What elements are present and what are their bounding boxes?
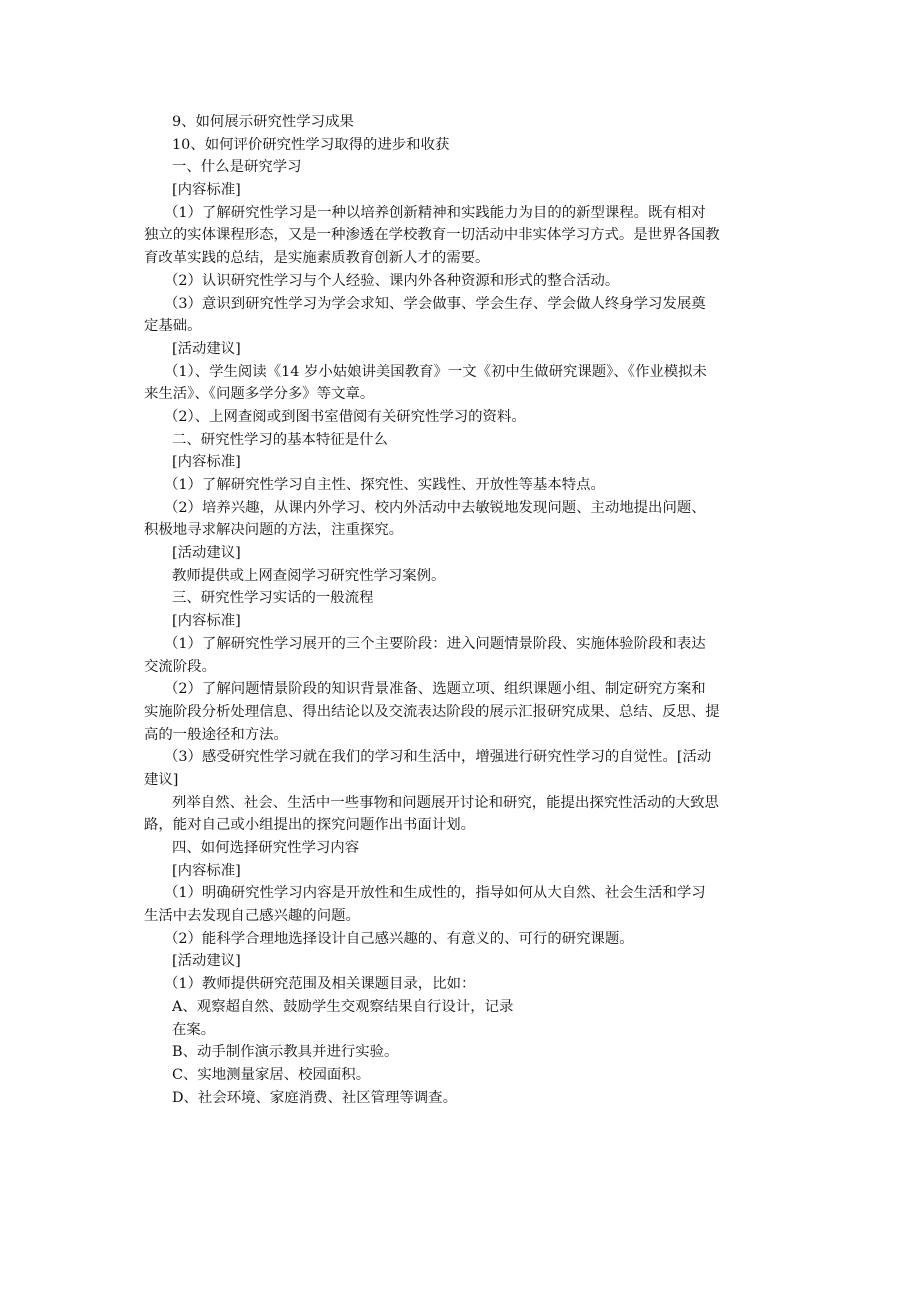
text-line: （2）认识研究性学习与个人经验、课内外各种资源和形式的整合活动。 <box>164 272 620 289</box>
text-line: （2）培养兴趣，从课内外学习、校内外活动中去敏锐地发现问题、主动地提出问题、 <box>164 499 706 516</box>
text-line: D、社会环境、家庭消费、社区管理等调查。 <box>172 1089 457 1106</box>
text-line: 9、如何展示研究性学习成果 <box>172 114 354 130</box>
text-line: （1）了解研究性学习是一种以培养创新精神和实践能力为目的的新型课程。既有相对 <box>164 204 706 221</box>
text-line: [内容标准] <box>172 182 241 199</box>
text-line: （1）教师提供研究范围及相关课题目录，比如： <box>164 976 476 993</box>
text-line: 积极地寻求解决问题的方法，注重探究。 <box>144 522 404 539</box>
text-line: 列举自然、社会、生活中一些事物和问题展开讨论和研究，能提出探究性活动的大致思 <box>172 794 719 811</box>
text-line: 三、研究性学习实话的一般流程 <box>172 590 374 607</box>
text-line: （3）意识到研究性学习为学会求知、学会做事、学会生存、学会做人终身学习发展奠 <box>164 295 706 312</box>
text-line: [活动建议] <box>172 340 241 357</box>
text-line: [活动建议] <box>172 545 241 562</box>
text-line: 路，能对自己或小组提出的探究问题作出书面计划。 <box>144 817 475 834</box>
text-line: 一、什么是研究学习 <box>172 159 302 176</box>
text-line: B、动手制作演示教具并进行实验。 <box>172 1044 399 1061</box>
text-line: C、实地测量家居、校园面积。 <box>172 1066 371 1083</box>
text-line: （1）了解研究性学习自主性、探究性、实践性、开放性等基本特点。 <box>164 477 605 493</box>
text-line: 实施阶段分析处理信息、得出结论以及交流表达阶段的展示汇报研究成果、总结、反思、提 <box>144 703 720 720</box>
text-line: 10、如何评价研究性学习取得的进步和收获 <box>172 136 450 153</box>
text-line: 交流阶段。 <box>144 658 216 675</box>
text-line: [内容标准] <box>172 454 241 471</box>
document-body <box>144 111 783 1109</box>
text-line: （2）、上网查阅或到图书室借阅有关研究性学习的资料。 <box>164 408 526 425</box>
text-line: 二、研究性学习的基本特征是什么 <box>172 431 388 448</box>
text-line: [活动建议] <box>172 953 241 970</box>
text-line: 来生活》、《问题多学分多》等文章。 <box>144 386 375 403</box>
text-line: 育改革实践的总结，是实施素质教育创新人才的需要。 <box>144 250 490 267</box>
text-line: （1）明确研究性学习内容是开放性和生成性的，指导如何从大自然、社会生活和学习 <box>164 885 706 902</box>
text-line: 建议] <box>144 771 179 788</box>
text-line: A、观察超自然、鼓励学生交观察结果自行设计，记录 <box>172 998 514 1015</box>
text-line: [内容标准] <box>172 862 241 879</box>
text-line: 高的一般途径和方法。 <box>144 726 288 743</box>
text-line: （1）了解研究性学习展开的三个主要阶段：进入问题情景阶段、实施体验阶段和表达 <box>164 635 706 652</box>
text-line: 四、如何选择研究性学习内容 <box>172 840 360 856</box>
text-line: [内容标准] <box>172 613 241 630</box>
text-line: 定基础。 <box>144 318 202 335</box>
text-line: （2）了解问题情景阶段的知识背景准备、选题立项、组织课题小组、制定研究方案和 <box>164 681 706 698</box>
text-line: （3）感受研究性学习就在我们的学习和生活中，增强进行研究性学习的自觉性。[活动 <box>164 749 712 766</box>
text-line: 教师提供或上网查阅学习研究性学习案例。 <box>172 567 446 584</box>
text-line: 独立的实体课程形态，又是一种渗透在学校教育一切活动中非实体学习方式。是世界各国教 <box>144 227 720 244</box>
text-line: 生活中去发现自己感兴趣的问题。 <box>144 908 360 925</box>
text-line: 在案。 <box>172 1021 216 1038</box>
text-line: （2）能科学合理地选择设计自己感兴趣的、有意义的、可行的研究课题。 <box>164 930 634 947</box>
text-line: （1）、学生阅读《14 岁小姑娘讲美国教育》一文《初中生做研究课题》、《作业模拟未 <box>164 363 707 380</box>
